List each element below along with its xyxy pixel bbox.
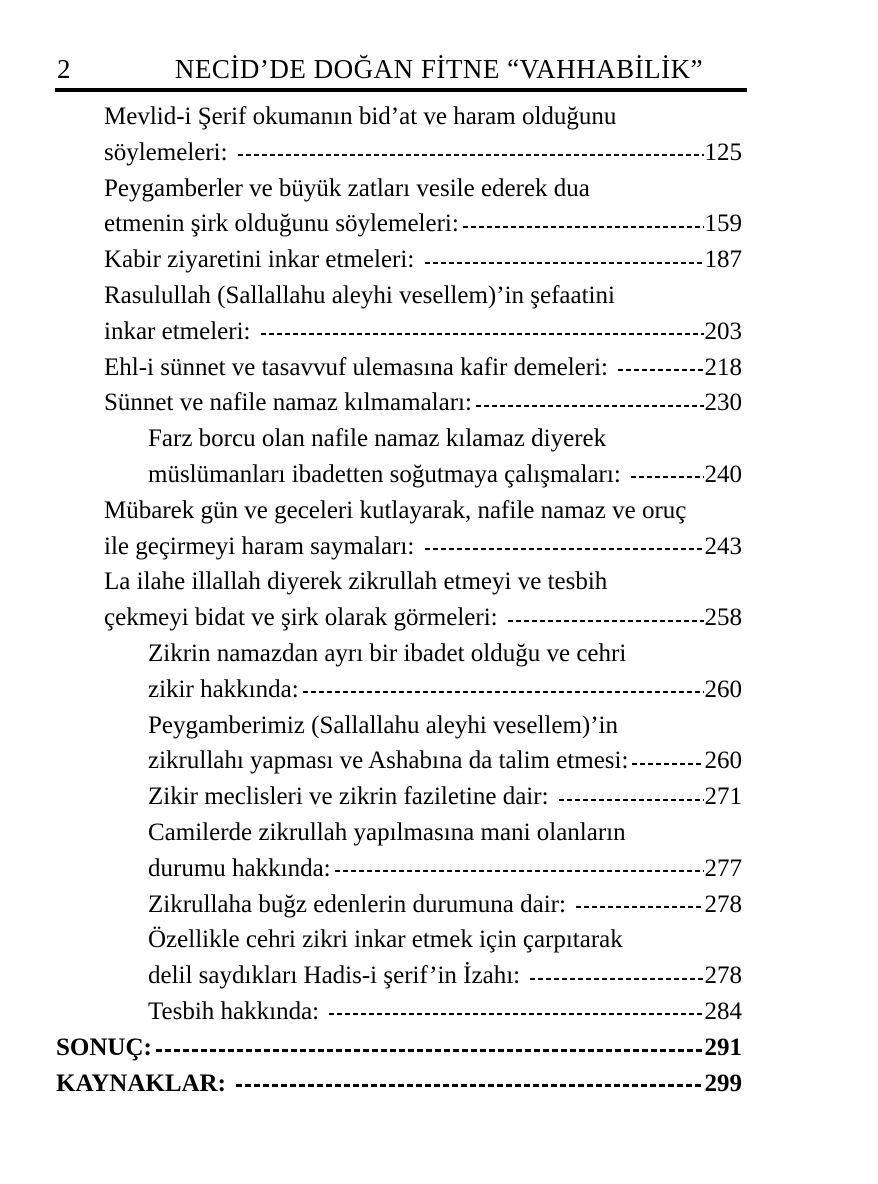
dash-leader	[236, 1084, 703, 1087]
dash-leader	[335, 870, 704, 872]
toc-page-ref: 240	[704, 460, 742, 488]
table-of-contents	[56, 99, 742, 1101]
toc-line	[148, 887, 742, 923]
dash-leader	[425, 548, 704, 550]
dash-leader	[156, 1049, 704, 1052]
toc-line	[148, 851, 742, 887]
toc-line	[56, 1030, 742, 1066]
toc-line	[148, 708, 742, 744]
toc-entry-text: çekmeyi bidat ve şirk olarak görmeleri:	[104, 604, 504, 632]
toc-line	[104, 529, 742, 565]
toc-entry	[56, 636, 742, 708]
toc-page-ref: 291	[704, 1033, 742, 1061]
dash-leader	[238, 154, 704, 156]
toc-line	[104, 135, 742, 171]
toc-page-ref: 125	[704, 138, 742, 166]
toc-line	[148, 922, 742, 958]
toc-entry-text: etmenin şirk olduğunu söylemeleri:	[104, 210, 459, 238]
toc-entry	[56, 385, 742, 421]
dash-leader	[559, 799, 704, 801]
dash-leader	[576, 906, 703, 908]
toc-entry-text: durumu hakkında:	[148, 854, 331, 882]
toc-page-ref: 159	[704, 210, 742, 238]
toc-entry	[56, 994, 742, 1030]
dash-leader	[463, 226, 704, 228]
toc-line	[148, 421, 742, 457]
toc-entry-text: Peygamberimiz (Sallallahu aleyhi vesellem)’in	[148, 711, 618, 739]
toc-entry-text: La ilahe illallah diyerek zikrullah etmeyi ve tesbih	[104, 568, 608, 596]
dash-leader	[329, 1013, 703, 1015]
toc-line	[104, 350, 742, 386]
toc-page-ref: 218	[704, 353, 742, 381]
toc-page-ref: 230	[704, 389, 742, 417]
toc-line	[148, 636, 742, 672]
dash-leader	[476, 405, 704, 407]
toc-entry-text: Rasulullah (Sallallahu aleyhi vesellem)’in şefaatini	[104, 281, 615, 309]
running-title: NECİD’DE DOĞAN FİTNE “VAHHABİLİK”	[174, 54, 704, 84]
toc-page-ref: 260	[704, 675, 742, 703]
toc-page-ref: 258	[704, 604, 742, 632]
toc-page-ref: 243	[704, 532, 742, 560]
toc-entry-text: söylemeleri:	[104, 138, 234, 166]
page-number: 2	[57, 54, 71, 84]
toc-line	[148, 457, 742, 493]
toc-entry	[56, 171, 742, 243]
toc-entry	[56, 815, 742, 887]
toc-line	[104, 493, 742, 529]
toc-page-ref: 278	[704, 962, 742, 990]
toc-entry-text: Tesbih hakkında:	[148, 997, 326, 1025]
dash-leader	[261, 333, 704, 335]
toc-line	[148, 994, 742, 1030]
toc-entry	[56, 887, 742, 923]
toc-entry-text: Mübarek gün ve geceleri kutlayarak, nafile namaz ve oruç	[104, 496, 687, 524]
toc-line	[148, 672, 742, 708]
dash-leader	[530, 978, 703, 980]
toc-entry	[56, 421, 742, 493]
toc-line	[104, 385, 742, 421]
toc-page-ref: 260	[704, 747, 742, 775]
toc-page-ref: 284	[704, 997, 742, 1025]
toc-entry	[56, 708, 742, 780]
toc-entry-text: Peygamberler ve büyük zatları vesile ederek dua	[104, 174, 590, 202]
dash-leader	[631, 476, 703, 478]
toc-entry-text: Sünnet ve nafile namaz kılmamaları:	[104, 389, 472, 417]
toc-entry	[56, 99, 742, 171]
toc-line	[104, 99, 742, 135]
toc-entry	[56, 242, 742, 278]
toc-entry-text: Kabir ziyaretini inkar etmeleri:	[104, 246, 421, 274]
toc-page-ref: 203	[704, 317, 742, 345]
toc-entry-text: ile geçirmeyi haram saymaları:	[104, 532, 421, 560]
toc-page-ref: 277	[704, 854, 742, 882]
toc-entry	[56, 350, 742, 386]
dash-leader	[303, 691, 704, 693]
toc-line	[104, 564, 742, 600]
toc-line	[104, 206, 742, 242]
toc-entry-text: Zikrullaha buğz edenlerin durumuna dair:	[148, 890, 573, 918]
toc-line	[148, 743, 742, 779]
toc-entry-text: delil saydıkları Hadis-i şerif’in İzahı:	[148, 962, 527, 990]
dash-leader	[632, 763, 703, 765]
toc-line	[104, 278, 742, 314]
toc-entry-text: Farz borcu olan nafile namaz kılamaz diyerek	[148, 425, 607, 453]
toc-page-ref: 299	[704, 1069, 742, 1097]
toc-entry-text: Özellikle cehri zikri inkar etmek için çarpıtarak	[148, 926, 623, 954]
toc-entry-text: SONUÇ:	[56, 1033, 152, 1061]
toc-entry-text: müslümanları ibadetten soğutmaya çalışmaları:	[148, 460, 628, 488]
toc-page-ref: 187	[704, 246, 742, 274]
toc-line	[104, 314, 742, 350]
toc-entry	[56, 1066, 742, 1102]
toc-entry-text: Mevlid-i Şerif okumanın bid’at ve haram olduğunu	[104, 103, 617, 130]
toc-entry	[56, 564, 742, 636]
toc-line	[148, 958, 742, 994]
toc-entry-text: zikrullahı yapması ve Ashabına da talim etmesi:	[148, 747, 629, 775]
dash-leader	[508, 620, 704, 622]
toc-page-ref: 271	[704, 783, 742, 811]
header-rule	[55, 88, 747, 92]
toc-entry-text: Camilerde zikrullah yapılmasına mani olanların	[148, 818, 626, 846]
toc-line	[148, 779, 742, 815]
toc-line	[56, 1066, 742, 1102]
toc-entry	[56, 278, 742, 350]
toc-entry-text: KAYNAKLAR:	[56, 1069, 233, 1097]
toc-entry-text: Ehl-i sünnet ve tasavvuf ulemasına kafir demeleri:	[104, 353, 615, 381]
toc-entry	[56, 779, 742, 815]
dash-leader	[425, 262, 704, 264]
toc-entry-text: Zikrin namazdan ayrı bir ibadet olduğu ve cehri	[148, 639, 627, 667]
dash-leader	[618, 369, 703, 371]
toc-line	[148, 815, 742, 851]
toc-entry	[56, 493, 742, 565]
toc-line	[104, 242, 742, 278]
toc-entry	[56, 1030, 742, 1066]
toc-line	[104, 600, 742, 636]
toc-entry-text: inkar etmeleri:	[104, 317, 257, 345]
page-header	[0, 52, 878, 88]
toc-entry	[56, 922, 742, 994]
toc-entry-text: Zikir meclisleri ve zikrin faziletine dair:	[148, 783, 555, 811]
toc-page-ref: 278	[704, 890, 742, 918]
toc-entry-text: zikir hakkında:	[148, 675, 299, 703]
toc-line	[104, 171, 742, 207]
